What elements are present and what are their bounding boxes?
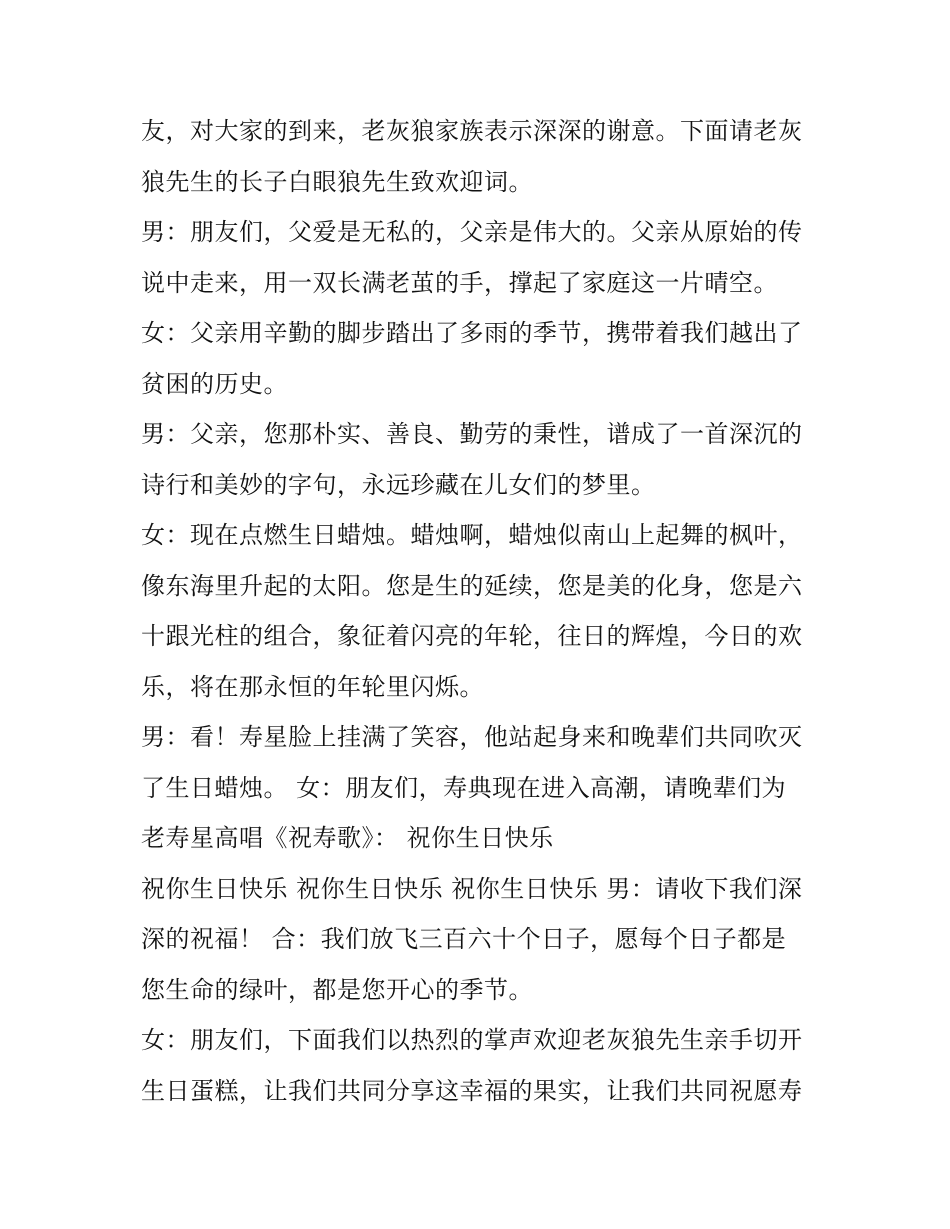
- text-line: 祝你生日快乐 祝你生日快乐 祝你生日快乐 男：请收下我们深: [141, 874, 803, 903]
- document-body: [141, 106, 821, 1116]
- text-line: 女：朋友们，下面我们以热烈的掌声欢迎老灰狼先生亲手切开: [141, 1026, 803, 1054]
- text-line: 十跟光柱的组合，象征着闪亮的年轮，往日的辉煌，今日的欢: [141, 622, 803, 650]
- text-line: 生日蛋糕，让我们共同分享这幸福的果实，让我们共同祝愿寿: [141, 1076, 803, 1105]
- text-line: 了生日蜡烛。 女：朋友们，寿典现在进入高潮，请晚辈们为: [141, 773, 787, 802]
- text-line: 像东海里升起的太阳。您是生的延续，您是美的化身，您是六: [141, 571, 803, 600]
- text-line: 说中走来，用一双长满老茧的手，撑起了家庭这一片晴空。: [141, 268, 778, 297]
- text-line: 女：父亲用辛勤的脚步踏出了多雨的季节，携带着我们越出了: [141, 319, 803, 347]
- text-line: 乐，将在那永恒的年轮里闪烁。: [141, 672, 484, 701]
- text-line: 男：看！寿星脸上挂满了笑容，他站起身来和晚辈们共同吹灭: [141, 723, 803, 751]
- text-line: 女：现在点燃生日蜡烛。蜡烛啊，蜡烛似南山上起舞的枫叶，: [141, 521, 803, 549]
- text-line: 男：父亲，您那朴实、善良、勤劳的秉性，谱成了一首深沉的: [141, 420, 803, 448]
- text-line: 您生命的绿叶，都是您开心的季节。: [141, 975, 533, 1004]
- text-line: 老寿星高唱《祝寿歌》： 祝你生日快乐: [141, 824, 554, 852]
- text-line: 男：朋友们，父爱是无私的，父亲是伟大的。父亲从原始的传: [141, 218, 803, 246]
- text-line: 贫困的历史。: [141, 369, 288, 398]
- text-line: 深的祝福！ 合：我们放飞三百六十个日子，愿每个日子都是: [141, 925, 787, 953]
- text-line: 友，对大家的到来，老灰狼家族表示深深的谢意。下面请老灰: [141, 117, 803, 145]
- text-line: 诗行和美妙的字句，永远珍藏在儿女们的梦里。: [141, 470, 656, 499]
- text-line: 狼先生的长子白眼狼先生致欢迎词。: [141, 167, 533, 196]
